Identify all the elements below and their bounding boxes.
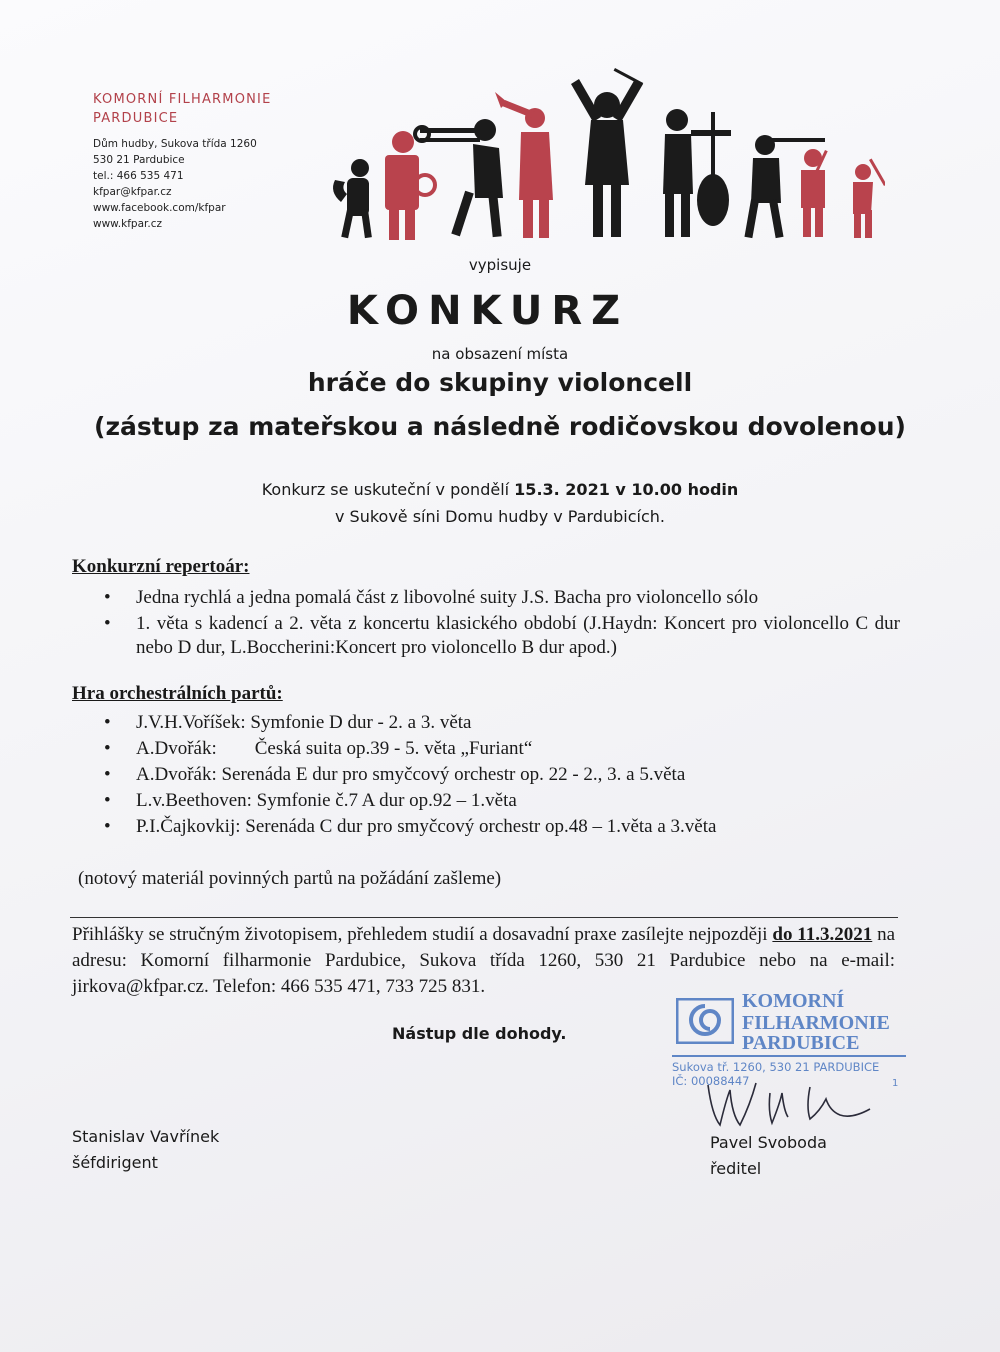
org-website: www.kfpar.cz [93, 218, 162, 230]
divider [70, 917, 898, 918]
signature-right [710, 1130, 827, 1182]
list-item: • J.V.H.Voříšek: Symfonie D dur - 2. a 3. věta [104, 712, 472, 733]
stamp-line: KOMORNÍ [742, 990, 845, 1012]
letterhead [93, 90, 272, 232]
org-facebook: www.facebook.com/kfpar [93, 202, 226, 214]
position-title: hráče do skupiny violoncell [307, 368, 693, 397]
orchestral-heading: Hra orchestrálních partů: [72, 683, 283, 704]
trumpeter-figure [495, 92, 553, 238]
violinist-figure [853, 159, 885, 239]
director-role: ředitel [710, 1159, 762, 1178]
bullet-icon: • [104, 764, 111, 785]
list-item: • L.v.Beethoven: Symfonie č.7 A dur op.92 – 1.věta [104, 790, 517, 811]
position-note: (zástup za mateřskou a následně rodičovskou dovolenou) [94, 412, 906, 441]
signature-left [72, 1124, 219, 1176]
list-item: • 1. věta s kadencí a 2. věta z koncertu klasického období (J.Haydn: Koncert pro violoncello C dur nebo D dur, L.Boccherini:Koncert pro violoncello B dur apod.) [104, 613, 900, 658]
org-address [93, 136, 272, 232]
bullet-icon: • [104, 738, 111, 759]
stamp-ico: IČ: 00088447 [672, 1074, 750, 1088]
org-phone: tel.: 466 535 471 [93, 170, 184, 182]
list-item: • A.Dvořák: Serenáda E dur pro smyčcový orchestr op. 22 - 2., 3. a 5.věta [104, 764, 686, 785]
bullet-icon: • [104, 816, 111, 837]
orchestral-list [104, 711, 900, 841]
org-name-line2: PARDUBICE [93, 111, 179, 126]
stamp-address: Sukova tř. 1260, 530 21 PARDUBICE [672, 1060, 880, 1074]
org-name-line1: KOMORNÍ FILHARMONIE [93, 92, 272, 107]
trombonist-figure [415, 119, 503, 237]
audition-datetime: 15.3. 2021 v 10.00 hodin [514, 480, 739, 499]
list-item: • Jedna rychlá a jedna pomalá část z libovolné suity J.S. Bacha pro violoncello sólo [104, 587, 759, 608]
chief-conductor-role: šéfdirigent [72, 1153, 158, 1172]
stamp-mark: 1 [892, 1078, 899, 1089]
stamp-line: PARDUBICE [742, 1032, 860, 1054]
saxophonist-figure [333, 159, 372, 238]
bullet-icon: • [104, 587, 111, 608]
deadline-date: do 11.3.2021 [772, 924, 873, 945]
bullet-icon: • [104, 613, 111, 634]
sheet-music-note: (notový materiál povinných partů na požádání zašleme) [78, 868, 502, 889]
page-title: KONKURZ [346, 288, 630, 334]
double-bass-player-figure [663, 109, 731, 237]
director-name: Pavel Svoboda [710, 1133, 827, 1152]
list-item: • P.I.Čajkovkij: Serenáda C dur pro smyčcový orchestr op.48 – 1.věta a 3.věta [104, 816, 717, 837]
org-address-line: Dům hudby, Sukova třída 1260 [93, 138, 257, 150]
cellist-figure [801, 149, 828, 237]
director-signature-icon [700, 1075, 890, 1135]
horn-player-figure [385, 131, 435, 240]
org-email: kfpar@kfpar.cz [93, 186, 172, 198]
stamp-line: FILHARMONIE [742, 1012, 890, 1034]
conductor-figure [571, 68, 643, 237]
bullet-icon: • [104, 790, 111, 811]
application-paragraph: Přihlášky se stručným životopisem, přehledem studií a dosavadní praxe zasílejte nejpozději do 11.3.2021 na adresu: Komorní filharmonie Pardubice, Sukova třída 1260, 530 21 Pardubice nebo na e-mail: jirkova@kfpar.cz. Telefon: 466 535 471, 733 725 831. [72, 924, 896, 997]
start-date-note: Nástup dle dohody. [392, 1024, 567, 1043]
audition-date-line [0, 480, 1000, 499]
repertoire-heading: Konkurzní repertoár: [72, 556, 250, 577]
intro-vypisuje: vypisuje [468, 256, 532, 274]
stamp-rule [672, 1055, 906, 1057]
org-address-line: 530 21 Pardubice [93, 154, 185, 166]
list-item: • A.Dvořák: Česká suita op.39 - 5. věta „Furiant“ [104, 738, 533, 759]
orchestra-silhouettes-illustration [325, 60, 885, 245]
stamp-logo-icon [676, 998, 734, 1044]
audition-date-prefix: Konkurz se uskuteční v pondělí [261, 480, 515, 499]
bullet-icon: • [104, 712, 111, 733]
audition-venue: v Sukově síni Domu hudby v Pardubicích. [334, 507, 665, 526]
repertoire-list [104, 586, 900, 660]
subtitle: na obsazení místa [431, 345, 569, 363]
chief-conductor-name: Stanislav Vavřínek [72, 1127, 220, 1146]
